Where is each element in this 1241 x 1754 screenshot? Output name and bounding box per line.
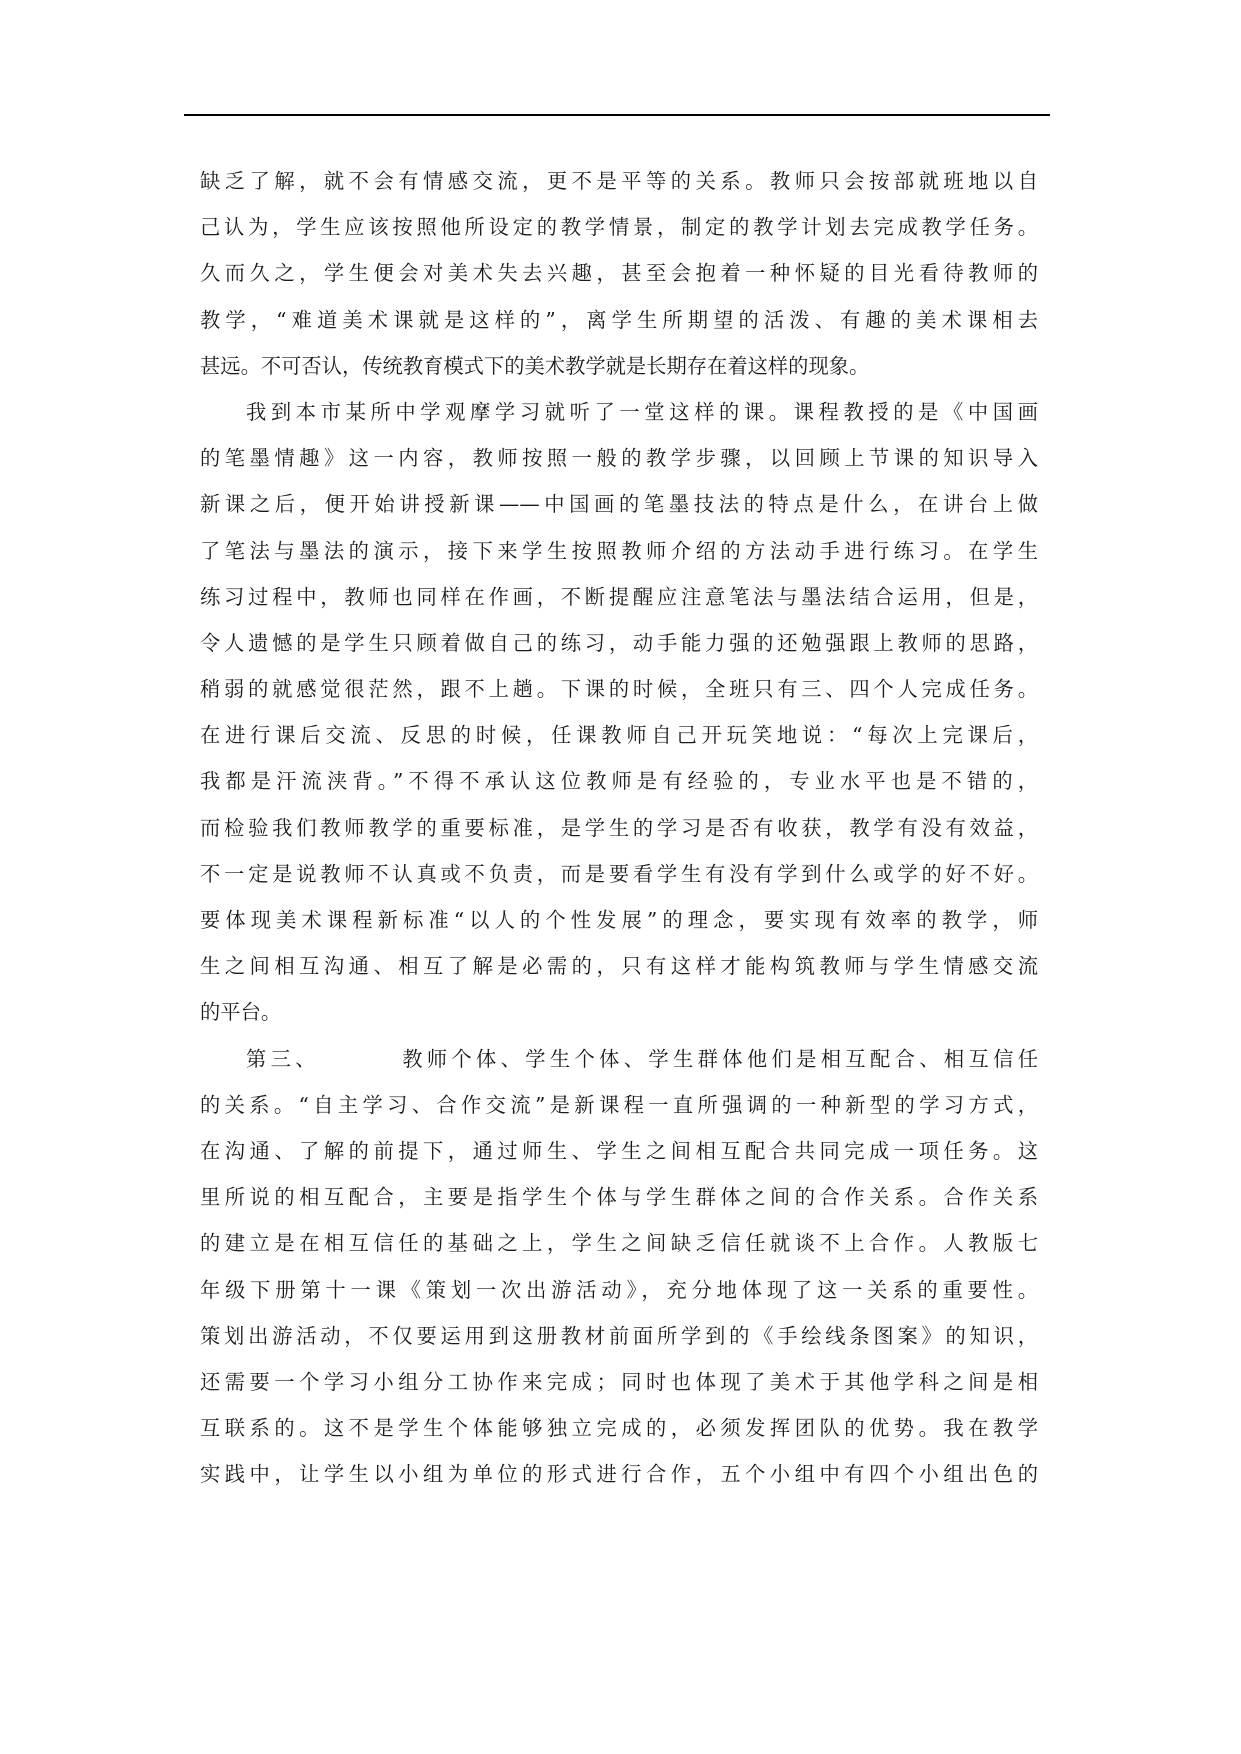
text-line: 我都是汗流浃背。”不得不承认这位教师是有经验的，专业水平也是不错的， <box>200 769 1038 794</box>
paragraph-3 <box>200 1036 1038 1498</box>
text-line: 要体现美术课程新标准“以人的个性发展”的理念，要实现有效率的教学，师 <box>200 908 1038 932</box>
text-line: 己认为，学生应该按照他所设定的教学情景，制定的教学计划去完成教学任务。 <box>200 215 1038 240</box>
text-line: 甚远。不可否认，传统教育模式下的美术教学就是长期存在着这样的现象。 <box>200 353 870 378</box>
text-line: 了笔法与墨法的演示，接下来学生按照教师介绍的方法动手进行练习。在学生 <box>200 538 1038 563</box>
section-heading: 第三、 <box>246 1046 320 1071</box>
text-line: 的关系。“自主学习、合作交流”是新课程一直所强调的一种新型的学习方式， <box>200 1092 1038 1117</box>
paragraph-1 <box>200 158 1038 389</box>
text-line: 练习过程中，教师也同样在作画，不断提醒应注意笔法与墨法结合运用，但是， <box>200 584 1038 609</box>
text-line: 在沟通、了解的前提下，通过师生、学生之间相互配合共同完成一项任务。这 <box>200 1138 1038 1163</box>
text-line: 里所说的相互配合，主要是指学生个体与学生群体之间的合作关系。合作关系 <box>200 1185 1038 1210</box>
text-line: 稍弱的就感觉很茫然，跟不上趟。下课的时候，全班只有三、四个人完成任务。 <box>200 677 1038 702</box>
text-line: 实践中，让学生以小组为单位的形式进行合作，五个小组中有四个小组出色的 <box>200 1462 1038 1487</box>
text-line: 新课之后，便开始讲授新课——中国画的笔墨技法的特点是什么，在讲台上做 <box>200 492 1038 517</box>
text-line: 令人遗憾的是学生只顾着做自己的练习，动手能力强的还勉强跟上教师的思路， <box>200 630 1038 655</box>
text-line: 我到本市某所中学观摩学习就听了一堂这样的课。课程教授的是《中国画 <box>246 399 1038 424</box>
text-line: 还需要一个学习小组分工协作来完成；同时也体现了美术于其他学科之间是相 <box>200 1369 1038 1394</box>
text-line: 而检验我们教师教学的重要标准，是学生的学习是否有收获，教学有没有效益， <box>200 815 1038 840</box>
text-line: 策划出游活动，不仅要运用到这册教材前面所学到的《手绘线条图案》的知识， <box>200 1323 1038 1348</box>
text-line: 在进行课后交流、反思的时候，任课教师自己开玩笑地说：“每次上完课后， <box>200 723 1038 748</box>
body-text <box>200 158 1038 1497</box>
text-line: 缺乏了解，就不会有情感交流，更不是平等的关系。教师只会按部就班地以自 <box>200 169 1038 193</box>
text-line: 久而久之，学生便会对美术失去兴趣，甚至会抱着一种怀疑的目光看待教师的 <box>200 261 1038 286</box>
paragraph-2 <box>200 389 1038 1036</box>
text-line: 生之间相互沟通、相互了解是必需的，只有这样才能构筑教师与学生情感交流 <box>200 954 1038 979</box>
text-line: 教学，“难道美术课就是这样的”，离学生所期望的活泼、有趣的美术课相去 <box>200 307 1038 332</box>
text-line: 的建立是在相互信任的基础之上，学生之间缺乏信任就谈不上合作。人教版七 <box>200 1231 1038 1256</box>
section-heading-text: 教师个体、学生个体、学生群体他们是相互配合、相互信任 <box>397 1046 1038 1071</box>
text-line: 年级下册第十一课《策划一次出游活动》，充分地体现了这一关系的重要性。 <box>200 1277 1038 1302</box>
text-line: 互联系的。这不是学生个体能够独立完成的，必须发挥团队的优势。我在教学 <box>200 1416 1038 1441</box>
text-line: 的笔墨情趣》这一内容，教师按照一般的教学步骤，以回顾上节课的知识导入 <box>200 446 1038 471</box>
text-line: 不一定是说教师不认真或不负责，而是要看学生有没有学到什么或学的好不好。 <box>200 861 1038 886</box>
header-rule <box>184 114 1050 116</box>
text-line <box>200 1036 1038 1082</box>
text-line: 的平台。 <box>200 1000 282 1025</box>
